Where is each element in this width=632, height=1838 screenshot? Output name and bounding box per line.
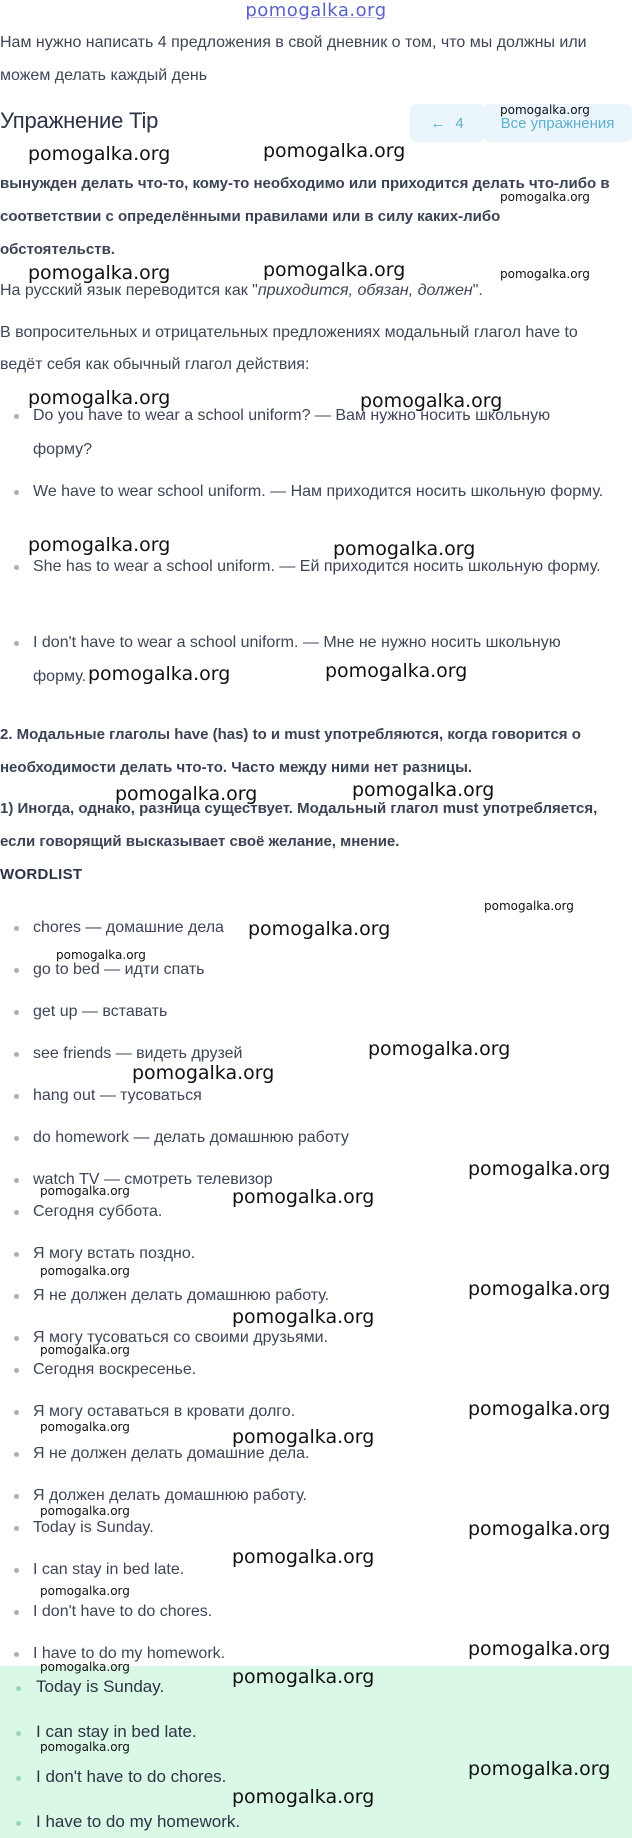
list-bullet: [14, 1136, 19, 1141]
watermark: pomogalka.org: [232, 1786, 375, 1808]
sentence-ru: Я могу тусоваться со своими друзьями.: [33, 1329, 329, 1346]
watermark: pomogalka.org: [132, 1062, 275, 1084]
watermark: pomogalka.org: [468, 1398, 611, 1420]
wordlist-item: do homework — делать домашнюю работу: [33, 1129, 349, 1146]
note-three: 1) Иногда, однако, разница существует. Модальный глагол must употребляется, если говорящий высказывает своё желание, мнение.: [0, 800, 598, 850]
watermark: pomogalka.org: [368, 1038, 511, 1060]
sentence-ru: Сегодня суббота.: [33, 1203, 163, 1220]
example-item: I don't have to wear a school uniform. — Мне не нужно носить школьную форму.: [33, 634, 561, 685]
answer-item: I don't have to do chores.: [36, 1767, 227, 1786]
list-bullet: [14, 414, 19, 419]
watermark: pomogalka.org: [500, 103, 590, 117]
watermark: pomogalka.org: [468, 1758, 611, 1780]
answer-bullet: [16, 1686, 21, 1691]
sentence-ru: Я могу оставаться в кровати долго.: [33, 1403, 296, 1420]
sentence-ru: Я могу встать поздно.: [33, 1245, 196, 1262]
list-bullet: [14, 490, 19, 495]
watermark: pomogalka.org: [56, 948, 146, 962]
list-bullet: [14, 1210, 19, 1215]
wordlist-item: hang out — тусоваться: [33, 1087, 202, 1104]
answer-bullet: [16, 1776, 21, 1781]
list-bullet: [14, 1094, 19, 1099]
list-bullet: [14, 1368, 19, 1373]
arrow-left-icon: ←: [430, 114, 446, 132]
translation-words: приходится, обязан, должен: [257, 282, 473, 299]
watermark: pomogalka.org: [40, 1264, 130, 1278]
watermark: pomogalka.org: [40, 1740, 130, 1754]
list-bullet: [14, 1452, 19, 1457]
example-item: We have to wear school uniform. — Нам приходится носить школьную форму.: [33, 483, 604, 500]
translation-suffix: ".: [472, 282, 483, 299]
watermark: pomogalka.org: [263, 259, 406, 281]
watermark: pomogalka.org: [468, 1518, 611, 1540]
watermark: pomogalka.org: [40, 1184, 130, 1198]
watermark: pomogalka.org: [232, 1426, 375, 1448]
watermark: pomogalka.org: [28, 534, 171, 556]
watermark: pomogalka.org: [325, 660, 468, 682]
sentence-en: I can stay in bed late.: [33, 1561, 185, 1578]
watermark: pomogalka.org: [500, 267, 590, 281]
list-bullet: [14, 1652, 19, 1657]
list-bullet: [14, 1494, 19, 1499]
list-bullet: [14, 1178, 19, 1183]
watermark: pomogalka.org: [232, 1546, 375, 1568]
list-bullet: [14, 1294, 19, 1299]
watermark: pomogalka.org: [500, 190, 590, 204]
all-exercises-label: Все упражнения: [500, 114, 615, 132]
rule-question-note: В вопросительных и отрицательных предложениях модальный глагол have to ведёт себя как обычный глагол действия:: [0, 324, 578, 373]
answer-item: Today is Sunday.: [36, 1677, 165, 1696]
example-item: She has to wear a school uniform. — Ей приходится носить школьную форму.: [33, 558, 601, 575]
watermark: pomogalka.org: [40, 1504, 130, 1518]
list-bullet: [14, 968, 19, 973]
watermark: pomogalka.org: [352, 779, 495, 801]
list-bullet: [14, 1252, 19, 1257]
wordlist-heading: WORDLIST: [0, 866, 83, 883]
wordlist-item: go to bed — идти спать: [33, 961, 205, 978]
watermark: pomogalka.org: [360, 390, 503, 412]
watermark: pomogalka.org: [232, 1306, 375, 1328]
rule-definition: вынужден делать что-то, кому-то необходимо или приходится делать что-либо в соответствии с определёнными правилами или в силу каких-либо обстоятельств.: [0, 175, 610, 258]
example-item: Do you have to wear a school uniform? — Вам нужно носить школьную форму?: [33, 407, 551, 458]
prev-exercise-button[interactable]: [410, 104, 484, 142]
watermark: pomogalka.org: [484, 899, 574, 913]
list-bullet: [14, 1610, 19, 1615]
watermark: pomogalka.org: [40, 1420, 130, 1434]
watermark: pomogalka.org: [88, 663, 231, 685]
site-logo[interactable]: pomogalka.org: [245, 0, 387, 21]
exercise-title: Упражнение Tip: [0, 108, 159, 133]
watermark: pomogalka.org: [28, 143, 171, 165]
list-bullet: [14, 1568, 19, 1573]
answer-bullet: [16, 1731, 21, 1736]
prev-exercise-number: 4: [455, 114, 464, 132]
watermark: pomogalka.org: [333, 538, 476, 560]
sentence-en: Today is Sunday.: [33, 1519, 154, 1536]
sentence-en: I don't have to do chores.: [33, 1603, 213, 1620]
wordlist-item: chores — домашние дела: [33, 919, 224, 936]
list-bullet: [14, 1526, 19, 1531]
watermark: pomogalka.org: [468, 1158, 611, 1180]
list-bullet: [14, 641, 19, 646]
watermark: pomogalka.org: [40, 1660, 130, 1674]
watermark: pomogalka.org: [28, 387, 171, 409]
list-bullet: [14, 1010, 19, 1015]
watermark: pomogalka.org: [40, 1343, 130, 1357]
answer-item: I can stay in bed late.: [36, 1722, 197, 1741]
watermark: pomogalka.org: [115, 783, 258, 805]
watermark: pomogalka.org: [468, 1638, 611, 1660]
watermark: pomogalka.org: [248, 918, 391, 940]
sentence-ru: Я не должен делать домашнюю работу.: [33, 1287, 330, 1304]
list-bullet: [14, 1336, 19, 1341]
list-bullet: [14, 1052, 19, 1057]
wordlist-item: get up — вставать: [33, 1003, 168, 1020]
list-bullet: [14, 926, 19, 931]
translation-prefix: На русский язык переводится как ": [0, 282, 258, 299]
wordlist-item: see friends — видеть друзей: [33, 1045, 243, 1062]
answer-bullet: [16, 1821, 21, 1826]
watermark: pomogalka.org: [232, 1186, 375, 1208]
sentence-ru: Сегодня воскресенье.: [33, 1361, 197, 1378]
sentence-ru: Я не должен делать домашние дела.: [33, 1445, 310, 1462]
note-two: 2. Модальные глаголы have (has) to и must употребляются, когда говорится о необходимости делать что-то. Часто между ними нет разницы.: [0, 726, 581, 776]
watermark: pomogalka.org: [40, 1584, 130, 1598]
sentence-ru: Я должен делать домашнюю работу.: [33, 1487, 307, 1504]
watermark: pomogalka.org: [28, 262, 171, 284]
watermark: pomogalka.org: [263, 140, 406, 162]
wordlist-item: watch TV — смотреть телевизор: [33, 1171, 273, 1188]
sentence-en: I have to do my homework.: [33, 1645, 226, 1662]
watermark: pomogalka.org: [468, 1278, 611, 1300]
task-intro: Нам нужно написать 4 предложения в свой дневник о том, что мы должны или можем делать каждый день: [0, 34, 587, 84]
answer-item: I have to do my homework.: [36, 1812, 241, 1831]
list-bullet: [14, 1410, 19, 1415]
watermark: pomogalka.org: [232, 1666, 375, 1688]
list-bullet: [14, 565, 19, 570]
